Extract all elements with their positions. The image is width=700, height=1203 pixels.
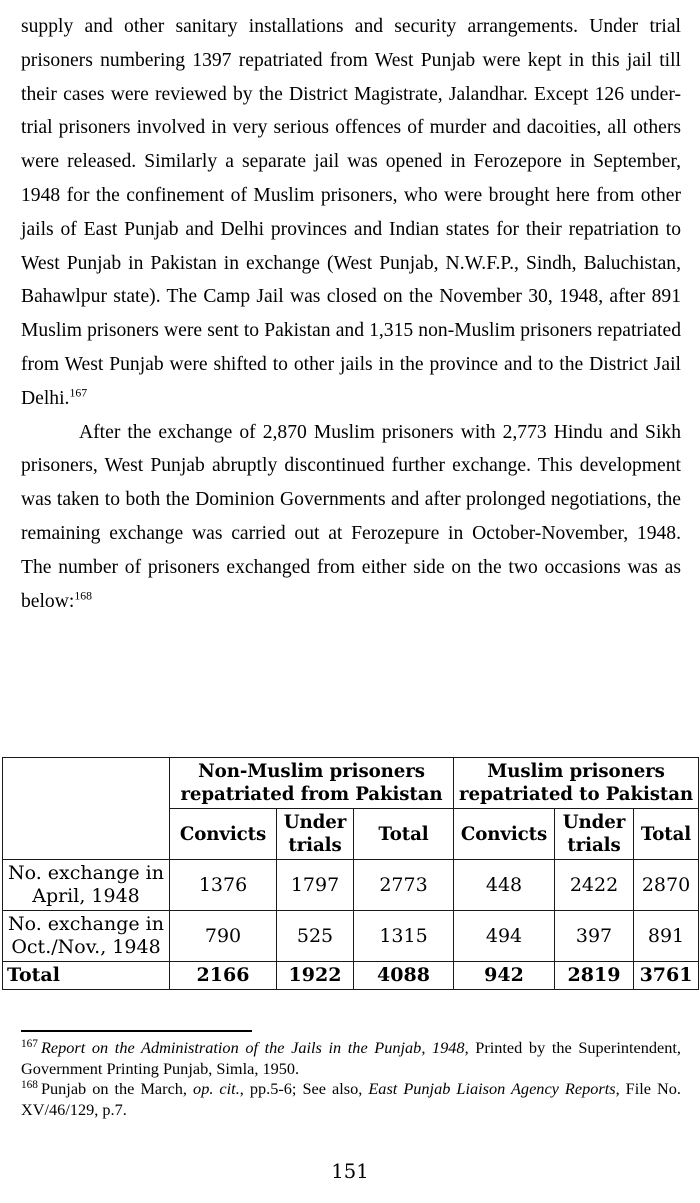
column-header-convicts-nonmuslim: Convicts xyxy=(170,809,277,860)
table-corner-cell xyxy=(3,758,170,860)
paragraph-2-text: After the exchange of 2,870 Muslim prisoners with 2,773 Hindu and Sikh prisoners, West Punjab abruptly discontinued further exchange. This development was taken to both the Dominion Governments and after prolonged negotiations, the remaining exchange was carried out at Ferozepure in October-November, 1948. The number of prisoners exchanged from either side on the two occasions was as below: xyxy=(21,421,681,612)
group-header-muslim: Muslim prisoners repatriated to Pakistan xyxy=(454,758,699,809)
footnote-167-rest: , Printed by the Superintendent, Government Printing Punjab, Simla, 1950. xyxy=(21,1038,681,1078)
table-row xyxy=(3,911,699,962)
paragraph-1 xyxy=(21,10,681,416)
row-label-april-1948: No. exchange in April, 1948 xyxy=(3,860,170,911)
footnote-168-seg-4: , File No. XV/46/129, p.7. xyxy=(21,1079,682,1119)
cell-total-total-nonmuslim: 4088 xyxy=(354,962,454,990)
footnote-168-seg-1: op. cit. xyxy=(193,1079,240,1098)
paragraph-2 xyxy=(21,416,681,619)
column-header-total-muslim: Total xyxy=(634,809,699,860)
table-body xyxy=(3,860,699,990)
column-header-total-nonmuslim: Total xyxy=(354,809,454,860)
cell-octnov-undertrials-muslim: 397 xyxy=(555,911,634,962)
cell-april-convicts-nonmuslim: 1376 xyxy=(170,860,277,911)
cell-octnov-convicts-muslim: 494 xyxy=(454,911,555,962)
cell-octnov-total-nonmuslim: 1315 xyxy=(354,911,454,962)
cell-april-total-nonmuslim: 2773 xyxy=(354,860,454,911)
footnote-167-title: Report on the Administration of the Jails in the Punjab, 1948 xyxy=(40,1038,465,1057)
footnote-168-marker: 168 xyxy=(21,1078,38,1091)
group-header-non-muslim: Non-Muslim prisoners repatriated from Pakistan xyxy=(170,758,454,809)
cell-octnov-convicts-nonmuslim: 790 xyxy=(170,911,277,962)
footnote-ref-168: 168 xyxy=(74,589,92,603)
prisoner-exchange-table xyxy=(2,757,699,990)
paragraph-1-text: supply and other sanitary installations and security arrangements. Under trial prisoners numbering 1397 repatriated from West Punjab were kept in this jail till their cases were reviewed by the District Magistrate, Jalandhar. Except 126 under-trial prisoners involved in very serious offences of murder and dacoities, all others were released. Similarly a separate jail was opened in Ferozepore in September, 1948 for the confinement of Muslim prisoners, who were brought here from other jails of East Punjab and Delhi provinces and Indian states for their repatriation to West Punjab in Pakistan in exchange (West Punjab, N.W.F.P., Sindh, Baluchistan, Bahawlpur state). The Camp Jail was closed on the November 30, 1948, after 891 Muslim prisoners were sent to Pakistan and 1,315 non-Muslim prisoners repatriated from West Punjab were shifted to other jails in the province and to the District Jail Delhi. xyxy=(21,16,681,409)
footnote-separator-rule xyxy=(21,1030,252,1032)
footnote-168 xyxy=(21,1079,681,1120)
column-header-convicts-muslim: Convicts xyxy=(454,809,555,860)
page-number: 151 xyxy=(331,1160,369,1183)
table-head xyxy=(3,758,699,860)
prisoner-exchange-table-wrapper xyxy=(2,757,698,990)
cell-octnov-total-muslim: 891 xyxy=(634,911,699,962)
row-label-octnov-1948: No. exchange in Oct./Nov., 1948 xyxy=(3,911,170,962)
footnote-168-seg-0: Punjab on the March, xyxy=(40,1079,194,1098)
row-label-total: Total xyxy=(3,962,170,990)
column-header-undertrials-nonmuslim: Under trials xyxy=(277,809,354,860)
cell-total-undertrials-nonmuslim: 1922 xyxy=(277,962,354,990)
table-group-header-row xyxy=(3,758,699,809)
footnote-ref-167: 167 xyxy=(69,386,88,400)
table-row xyxy=(3,860,699,911)
column-header-undertrials-muslim: Under trials xyxy=(555,809,634,860)
footnotes-block xyxy=(21,1030,681,1120)
cell-total-undertrials-muslim: 2819 xyxy=(555,962,634,990)
cell-octnov-undertrials-nonmuslim: 525 xyxy=(277,911,354,962)
cell-total-convicts-nonmuslim: 2166 xyxy=(170,962,277,990)
footnote-168-seg-3: East Punjab Liaison Agency Reports xyxy=(368,1079,616,1098)
body-text-block xyxy=(21,10,681,618)
cell-april-undertrials-nonmuslim: 1797 xyxy=(277,860,354,911)
table-row-total xyxy=(3,962,699,990)
cell-total-convicts-muslim: 942 xyxy=(454,962,555,990)
footnote-167 xyxy=(21,1038,681,1079)
cell-total-total-muslim: 3761 xyxy=(634,962,699,990)
footnote-167-marker: 167 xyxy=(21,1037,38,1050)
cell-april-convicts-muslim: 448 xyxy=(454,860,555,911)
cell-april-total-muslim: 2870 xyxy=(634,860,699,911)
footnote-168-seg-2: , pp.5-6; See also, xyxy=(239,1079,369,1098)
cell-april-undertrials-muslim: 2422 xyxy=(555,860,634,911)
